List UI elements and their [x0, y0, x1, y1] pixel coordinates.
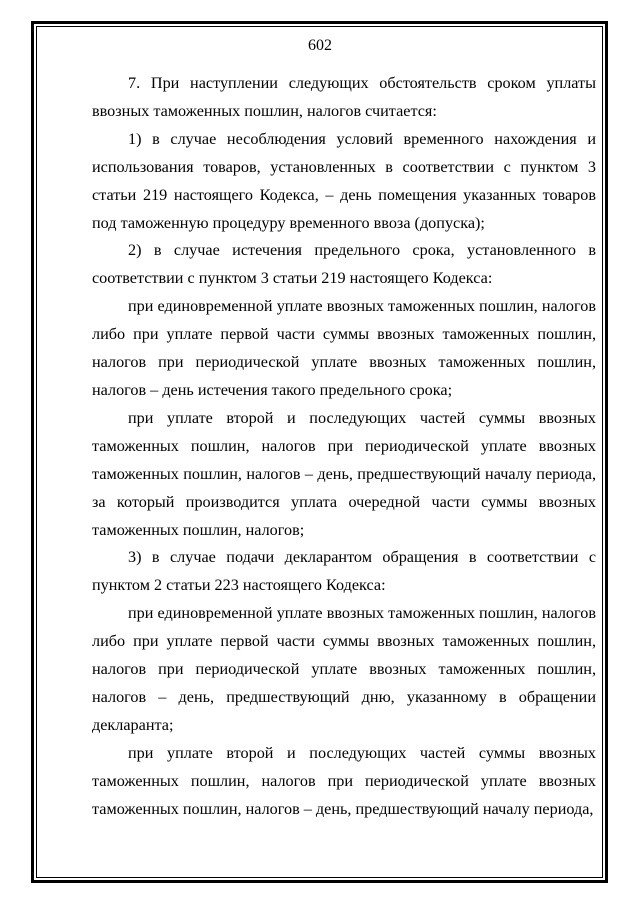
paragraph-item-1: 1) в случае несоблюдения условий временного нахождения и использования товаров, установленных в соответствии с пунктом 3 статьи 219 настоящего Кодекса, – день помещения указанных товаров под таможенную процедуру временного ввоза (допуска); [92, 129, 596, 232]
paragraph-item-2-single-payment: при единовременной уплате ввозных таможенных пошлин, налогов либо при уплате первой части суммы ввозных таможенных пошлин, налогов при периодической уплате ввозных таможенных пошлин, налогов – день истечения такого предельного срока; [92, 297, 596, 399]
paragraph-item-2-subsequent-payment: при уплате второй и последующих частей суммы ввозных таможенных пошлин, налогов при периодической уплате ввозных таможенных пошлин, налогов – день, предшествующий началу периода, за который производится уплата очередной части суммы ввозных таможенных пошлин, налогов; [92, 408, 596, 539]
document-body [92, 70, 596, 823]
paragraph-item-2: 2) в случае истечения предельного срока, установленного в соответствии с пунктом 3 статьи 219 настоящего Кодекса: [92, 241, 596, 288]
paragraph-item-3-single-payment: при единовременной уплате ввозных таможенных пошлин, налогов либо при уплате первой части суммы ввозных таможенных пошлин, налогов при периодической уплате ввозных таможенных пошлин, налогов – день, предшествующий дню, указанному в обращении декларанта; [92, 604, 596, 734]
paragraph-item-3-subsequent-payment: при уплате второй и последующих частей суммы ввозных таможенных пошлин, налогов при периодической уплате ввозных таможенных пошлин, налогов – день, предшествующий началу периода, [92, 743, 596, 818]
paragraph-item-3: 3) в случае подачи декларантом обращения в соответствии с пунктом 2 статьи 223 настоящего Кодекса: [92, 548, 596, 595]
paragraph-clause-7: 7. При наступлении следующих обстоятельств сроком уплаты ввозных таможенных пошлин, налогов считается: [92, 74, 596, 120]
page-number: 602 [308, 37, 332, 54]
